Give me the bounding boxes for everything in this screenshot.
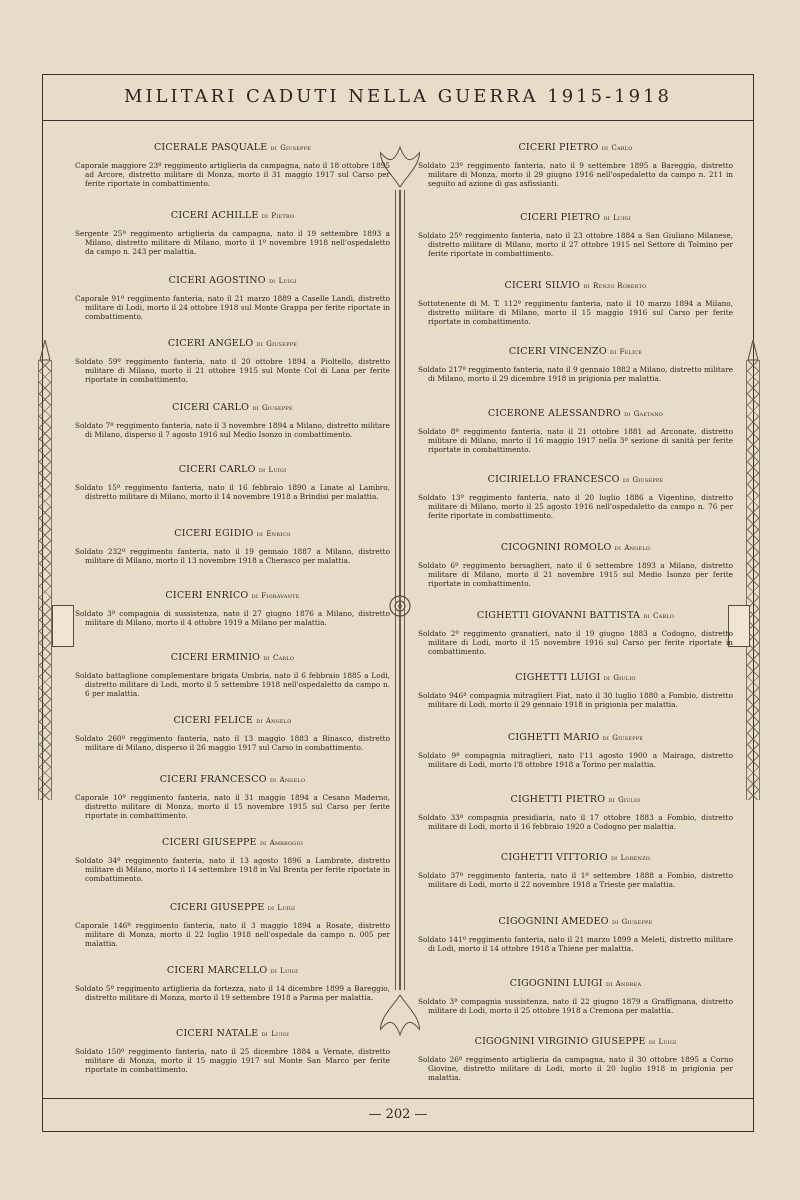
soldier-entry: [418, 852, 733, 889]
father-name: Felice: [619, 348, 643, 356]
patronymic-prefix: di: [256, 717, 263, 725]
soldier-record: Soldato 33ª compagnia presidiaria, nato il 17 ottobre 1883 a Fombio, distretto militare di Lodi, morto il 16 febbraio 1920 a Codogno per malattia.: [418, 813, 733, 831]
page-number: — 202 —: [368, 1107, 428, 1122]
soldier-surname: CICERI AGOSTINO: [168, 275, 266, 286]
soldier-name: [418, 978, 733, 989]
soldier-surname: CICERI ANGELO: [167, 338, 254, 349]
patronymic-prefix: di: [602, 734, 610, 742]
soldier-name: [418, 916, 733, 927]
soldier-name: [418, 794, 733, 805]
soldier-surname: CIGHETTI PIETRO: [510, 794, 606, 805]
patronymic-prefix: di: [259, 839, 267, 847]
soldier-entry: [418, 212, 733, 258]
rosette-icon: [388, 594, 412, 618]
father-name: Renzo Roberto: [592, 282, 647, 290]
soldier-entry: [418, 280, 733, 326]
patronymic-prefix: di: [643, 612, 650, 620]
father-name: Giuseppe: [632, 476, 664, 484]
right-lattice-pole: [740, 340, 766, 820]
soldier-surname: CICERI PIETRO: [520, 212, 601, 223]
soldier-name: [75, 275, 390, 286]
soldier-surname: CICERI CARLO: [172, 402, 250, 413]
patronymic-prefix: di: [261, 1030, 268, 1038]
patronymic-prefix: di: [622, 476, 630, 484]
father-name: Luigi: [268, 466, 287, 474]
soldier-entry: [75, 1028, 390, 1074]
father-name: Lorenzo: [620, 854, 651, 862]
soldier-entry: [418, 142, 733, 188]
soldier-entry: [418, 794, 733, 831]
patronymic-prefix: di: [256, 530, 264, 538]
soldier-surname: CICERI FRANCESCO: [159, 774, 267, 785]
patronymic-prefix: di: [608, 796, 615, 804]
soldier-name: [75, 1028, 390, 1039]
soldier-name: [418, 474, 733, 485]
soldier-name: [418, 732, 733, 743]
soldier-entry: [75, 402, 390, 439]
soldier-surname: CICERALE PASQUALE: [153, 142, 268, 153]
soldier-name: [75, 464, 390, 475]
father-name: Giuseppe: [266, 340, 298, 348]
soldier-record: Soldato 23º reggimento fanteria, nato il 9 settembre 1895 a Bareggio, distretto militare di Monza, morto il 29 giugno 1916 nell'ospedaletto da campo n. 211 in seguito ad azione di gas asfissianti.: [418, 161, 733, 188]
patronymic-prefix: di: [603, 214, 610, 222]
soldier-entry: [75, 965, 390, 1002]
father-name: Giulio: [618, 796, 641, 804]
soldier-record: Soldato 3ª compagnia sussistenza, nato il 22 giugno 1879 a Graffignana, distretto militare di Lodi, morto il 25 ottobre 1918 a Cremona per malattia.: [418, 997, 733, 1015]
father-name: Gaetano: [633, 410, 664, 418]
left-column: [75, 140, 390, 1080]
soldier-entry: [75, 902, 390, 948]
soldier-surname: CICERI ERMINIO: [170, 652, 261, 663]
soldier-name: [418, 1036, 733, 1047]
father-name: Carlo: [273, 654, 295, 662]
soldier-record: Soldato 6º reggimento bersaglieri, nato il 6 settembre 1893 a Milano, distretto militare di Milano, morto il 21 novembre 1915 sul Medio Isonzo per ferite riportate in combattimento.: [418, 561, 733, 588]
patronymic-prefix: di: [605, 980, 613, 988]
soldier-name: [75, 715, 390, 726]
soldier-surname: CICERI EGIDIO: [174, 528, 254, 539]
soldier-record: Soldato 946ª compagnia mitraglieri Fiat, nato il 30 luglio 1880 a Fombio, distretto militare di Lodi, morto il 29 gennaio 1918 in prigionia per malattia.: [418, 691, 733, 709]
footer-band: [43, 1098, 753, 1131]
patronymic-prefix: di: [610, 854, 618, 862]
patronymic-prefix: di: [256, 340, 264, 348]
soldier-entry: [75, 528, 390, 565]
soldier-name: [75, 590, 390, 601]
soldier-record: Soldato 37º reggimento fanteria, nato il 1º settembre 1888 a Fombio, distretto militare di Lodi, morto il 22 novembre 1918 a Trieste per malattia.: [418, 871, 733, 889]
soldier-name: [418, 142, 733, 153]
soldier-surname: CICERI SILVIO: [504, 280, 581, 291]
soldier-record: Soldato 59º reggimento fanteria, nato il 20 ottobre 1894 a Pioltello, distretto militare di Milano, morto il 21 ottobre 1915 sul Monte Col di Lana per ferite riportate in combattimento.: [75, 357, 390, 384]
father-name: Luigi: [277, 904, 296, 912]
soldier-entry: [418, 610, 733, 656]
patronymic-prefix: di: [252, 404, 259, 412]
patronymic-prefix: di: [583, 282, 590, 290]
father-name: Angelo: [624, 544, 651, 552]
soldier-record: Sottotenente di M. T. 112º reggimento fanteria, nato il 10 marzo 1894 a Milano, distretto militare di Milano, morto il 15 maggio 1916 sul Carso per ferite riportate in combattimento.: [418, 299, 733, 326]
patronymic-prefix: di: [261, 212, 269, 220]
soldier-surname: CICERI CARLO: [178, 464, 256, 475]
soldier-entry: [75, 837, 390, 883]
patronymic-prefix: di: [263, 654, 270, 662]
soldier-record: Soldato 217º reggimento fanteria, nato il 9 gennaio 1882 a Milano, distretto militare di Milano, morto il 29 dicembre 1918 in prigionia per malattia.: [418, 365, 733, 383]
soldier-record: Soldato 232º reggimento fanteria, nato il 19 gennaio 1887 a Milano, distretto militare di Milano, morto il 13 novembre 1918 a Cherasco per malattia.: [75, 547, 390, 565]
soldier-record: Caporale 146º reggimento fanteria, nato il 3 maggio 1894 a Rosate, distretto militare di Monza, morto il 22 luglio 1918 nell'ospedale da campo n. 005 per malattia.: [75, 921, 390, 948]
soldier-entry: [418, 542, 733, 588]
soldier-entry: [418, 408, 733, 454]
soldier-surname: CICERI ENRICO: [165, 590, 249, 601]
father-name: Giuseppe: [261, 404, 293, 412]
soldier-surname: CICOGNINI ROMOLO: [500, 542, 612, 553]
father-name: Enrico: [266, 530, 291, 538]
lattice-shaft: [746, 360, 760, 800]
soldier-name: [75, 902, 390, 913]
soldier-record: Soldato 9ª compagnia mitraglieri, nato l'11 agosto 1900 a Mairago, distretto militare di Lodi, morto l'8 ottobre 1918 a Torino per malattia.: [418, 751, 733, 769]
soldier-record: Soldato 15º reggimento fanteria, nato il 16 febbraio 1890 a Linate al Lambro, distretto militare di Milano, morto il 14 novembre 1918 a Brindisi per malattia.: [75, 483, 390, 501]
father-name: Giuseppe: [621, 918, 653, 926]
pole-spearhead-icon: [740, 340, 766, 362]
patronymic-prefix: di: [610, 348, 617, 356]
soldier-record: Soldato 13º reggimento fanteria, nato il 20 luglio 1886 a Vigentino, distretto militare di Milano, morto il 25 agosto 1916 nell'ospedaletto da campo n. 76 per ferite riportate in combattimento.: [418, 493, 733, 520]
soldier-surname: CICERONE ALESSANDRO: [487, 408, 621, 419]
soldier-entry: [75, 275, 390, 321]
patronymic-prefix: di: [648, 1038, 656, 1046]
patronymic-prefix: di: [601, 144, 609, 152]
father-name: Giuseppe: [280, 144, 312, 152]
soldier-name: [418, 672, 733, 683]
soldier-name: [75, 837, 390, 848]
soldier-surname: CIGHETTI LUIGI: [515, 672, 601, 683]
soldier-name: [418, 346, 733, 357]
patronymic-prefix: di: [624, 410, 631, 418]
soldier-entry: [418, 916, 733, 953]
soldier-name: [75, 142, 390, 153]
father-name: Fioravante: [261, 592, 300, 600]
soldier-surname: CIGOGNINI LUIGI: [509, 978, 603, 989]
left-lattice-pole: [32, 340, 58, 820]
soldier-entry: [75, 338, 390, 384]
soldier-entry: [418, 1036, 733, 1082]
soldier-surname: CICERI VINCENZO: [508, 346, 607, 357]
soldier-surname: CIGHETTI GIOVANNI BATTISTA: [476, 610, 641, 621]
lattice-shaft: [38, 360, 52, 800]
soldier-record: Soldato 7º reggimento fanteria, nato il 3 novembre 1894 a Milano, distretto militare di Milano, disperso il 7 agosto 1916 sul Medio Isonzo in combattimento.: [75, 421, 390, 439]
soldier-record: Soldato 5º reggimento artiglieria da fortezza, nato il 14 dicembre 1899 a Bareggio, distretto militare di Monza, morto il 19 settembre 1918 a Parma per malattia.: [75, 984, 390, 1002]
father-name: Carlo: [611, 144, 633, 152]
soldier-record: Caporale 91º reggimento fanteria, nato il 21 marzo 1889 a Caselle Landi, distretto militare di Lodi, morto il 24 ottobre 1918 sul Monte Grappa per ferite riportate in combattimento.: [75, 294, 390, 321]
father-name: Luigi: [280, 967, 299, 975]
patronymic-prefix: di: [614, 544, 622, 552]
soldier-name: [418, 280, 733, 291]
soldier-surname: CICERI PIETRO: [518, 142, 599, 153]
soldier-entry: [75, 142, 390, 188]
soldier-name: [75, 338, 390, 349]
father-name: Carlo: [652, 612, 675, 620]
soldier-surname: CICERI GIUSEPPE: [169, 902, 265, 913]
patronymic-prefix: di: [269, 776, 277, 784]
father-name: Giulio: [613, 674, 636, 682]
father-name: Luigi: [271, 1030, 289, 1038]
soldier-record: Soldato 141º reggimento fanteria, nato il 21 marzo 1899 a Meleti, distretto militare di Lodi, morto il 14 ottobre 1918 a Thiene per malattia.: [418, 935, 733, 953]
patronymic-prefix: di: [603, 674, 611, 682]
header-band: [43, 75, 753, 121]
soldier-name: [75, 965, 390, 976]
soldier-surname: CICERI FELICE: [173, 715, 253, 726]
soldier-record: Soldato 34º reggimento fanteria, nato il 13 agosto 1896 a Lambrate, distretto militare di Milano, morto il 14 settembre 1918 in Val Brenta per ferite riportate in combattimento.: [75, 856, 390, 883]
soldier-record: Caporale 10º reggimento fanteria, nato il 31 maggio 1894 a Cesano Maderno, distretto militare di Monza, morto il 15 novembre 1915 sul Carso per ferite riportate in combattimento.: [75, 793, 390, 820]
soldier-surname: CICERI ACHILLE: [170, 210, 259, 221]
soldier-record: Soldato 8º reggimento fanteria, nato il 21 ottobre 1881 ad Arconate, distretto militare di Milano, morto il 16 maggio 1917 nella 3ª sezione di sanità per ferite riportate in combattimento.: [418, 427, 733, 454]
soldier-record: Soldato 260º reggimento fanteria, nato il 13 maggio 1883 a Binasco, distretto militare di Milano, disperso il 26 maggio 1917 sul Carso in combattimento.: [75, 734, 390, 752]
soldier-name: [75, 402, 390, 413]
soldier-entry: [418, 672, 733, 709]
father-name: Andrea: [615, 980, 642, 988]
soldier-entry: [75, 774, 390, 820]
soldier-name: [418, 542, 733, 553]
pennant-icon: [52, 605, 74, 647]
right-column: [418, 140, 733, 1080]
soldier-surname: CIGOGNINI VIRGINIO GIUSEPPE: [474, 1036, 646, 1047]
soldier-record: Caporale maggiore 23º reggimento artiglieria da campagna, nato il 18 ottobre 1895 ad Arcore, distretto militare di Monza, morto il 31 maggio 1917 sul Carso per ferite riportate in combattimento.: [75, 161, 390, 188]
soldier-entry: [418, 732, 733, 769]
soldier-surname: CIGHETTI MARIO: [507, 732, 600, 743]
patronymic-prefix: di: [270, 144, 277, 152]
soldier-surname: CIGOGNINI AMEDEO: [498, 916, 609, 927]
patronymic-prefix: di: [267, 904, 275, 912]
soldier-surname: CICERI GIUSEPPE: [162, 837, 257, 848]
soldier-record: Sergente 25º reggimento artiglieria da campagna, nato il 19 settembre 1893 a Milano, distretto militare di Milano, morto il 1º novembre 1918 nell'ospedaletto da campo n. 243 per malattia.: [75, 229, 390, 256]
father-name: Ambrogio: [269, 839, 303, 847]
soldier-entry: [418, 978, 733, 1015]
column-rod: [399, 190, 401, 990]
soldier-surname: CICIRIELLO FRANCESCO: [487, 474, 620, 485]
soldier-name: [418, 408, 733, 419]
soldier-name: [418, 212, 733, 223]
soldier-entry: [75, 464, 390, 501]
pole-spearhead-icon: [32, 340, 58, 362]
soldier-record: Soldato 25º reggimento fanteria, nato il 23 ottobre 1884 a San Giuliano Milanese, distretto militare di Milano, morto il 27 ottobre 1915 nel Settore di Tolmino per ferite riportate in combattimento.: [418, 231, 733, 258]
soldier-name: [418, 852, 733, 863]
patronymic-prefix: di: [251, 592, 259, 600]
soldier-record: Soldato 3ª compagnia di sussistenza, nato il 27 giugno 1876 a Milano, distretto militare di Milano, morto il 4 ottobre 1919 a Milano per malattia.: [75, 609, 390, 627]
soldier-name: [75, 774, 390, 785]
soldier-entry: [75, 652, 390, 698]
father-name: Giuseppe: [612, 734, 644, 742]
patronymic-prefix: di: [611, 918, 619, 926]
soldier-name: [75, 210, 390, 221]
soldier-record: Soldato 150º reggimento fanteria, nato il 25 dicembre 1884 a Vernate, distretto militare di Monza, morto il 15 maggio 1917 sul Monte San Marco per ferite riportate in combattimento.: [75, 1047, 390, 1074]
soldier-record: Soldato 2º reggimento granatieri, nato il 19 giugno 1883 a Codogno, distretto militare di Lodi, morto il 15 novembre 1916 sul Carso per ferite riportate in combattimento.: [418, 629, 733, 656]
patronymic-prefix: di: [270, 967, 278, 975]
soldier-entry: [418, 474, 733, 520]
soldier-entry: [75, 590, 390, 627]
soldier-entry: [75, 715, 390, 752]
soldier-entry: [75, 210, 390, 256]
soldier-name: [418, 610, 733, 621]
soldier-record: Soldato battaglione complementare brigata Umbria, nato il 6 febbraio 1885 a Lodi, distretto militare di Lodi, morto il 5 settembre 1918 nell'ospedaletto da campo n. 6 per malattia.: [75, 671, 390, 698]
page-title: MILITARI CADUTI NELLA GUERRA 1915-1918: [124, 86, 672, 107]
father-name: Luigi: [278, 277, 297, 285]
soldier-record: Soldato 26º reggimento artiglieria da campagna, nato il 30 ottobre 1895 a Corno Giovine, distretto militare di Lodi, morto il 20 luglio 1918 in prigionia per malattia.: [418, 1055, 733, 1082]
center-decorative-column: [393, 150, 407, 1030]
patronymic-prefix: di: [268, 277, 276, 285]
patronymic-prefix: di: [258, 466, 266, 474]
soldier-name: [75, 652, 390, 663]
father-name: Luigi: [658, 1038, 677, 1046]
soldier-name: [75, 528, 390, 539]
soldier-surname: CICERI MARCELLO: [166, 965, 268, 976]
soldier-surname: CIGHETTI VITTORIO: [500, 852, 608, 863]
father-name: Pietro: [271, 212, 295, 220]
father-name: Angelo: [265, 717, 292, 725]
father-name: Angelo: [279, 776, 306, 784]
father-name: Luigi: [613, 214, 631, 222]
soldier-entry: [418, 346, 733, 383]
soldier-surname: CICERI NATALE: [176, 1028, 259, 1039]
